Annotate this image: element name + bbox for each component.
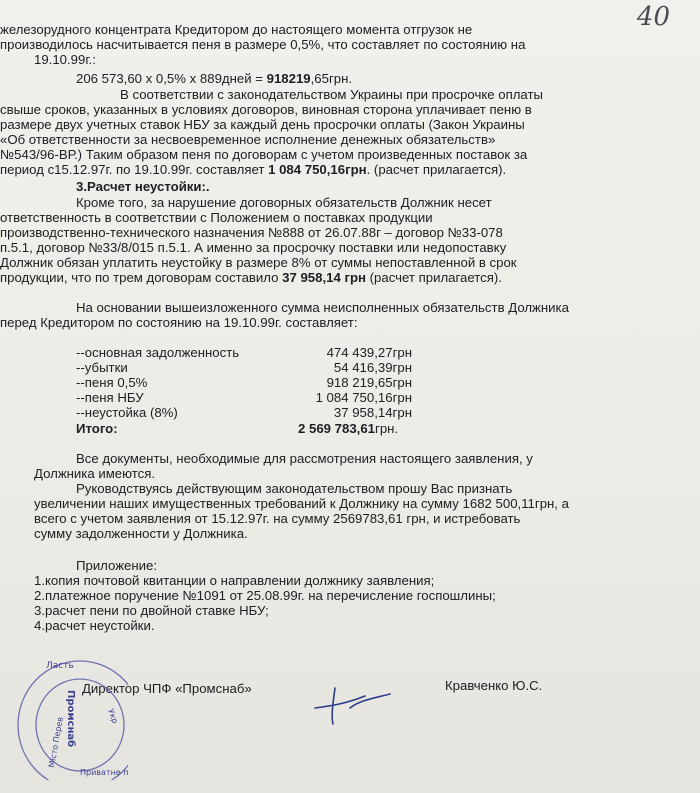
text-line: размере двух учетных ставок НБУ за каждый день просрочки оплаты (Закон Украины: [0, 117, 525, 132]
stamp-text: Укр: [106, 707, 120, 725]
penalty-amount: 37 958,14 грн: [282, 270, 366, 285]
text-line: Руководствуясь действующим законодательством прошу Вас признать: [76, 481, 513, 496]
period-amount: 1 084 750,16грн: [268, 162, 367, 177]
text-line: производилось насчитывается пеня в размере 0,5%, что составляет по состоянию на: [0, 37, 526, 52]
appendix-item: 4.расчет неустойки.: [34, 618, 155, 633]
calc-result: 918219: [266, 71, 311, 86]
penalty-line: [0, 270, 502, 285]
penalty-suffix: (расчет прилагается).: [365, 270, 502, 285]
text-line: В соответствии с законодательством Украины при просрочке оплаты: [120, 87, 543, 102]
summary-label: --пеня 0,5%: [76, 375, 148, 390]
text-line: п.5.1, договор №33/8/015 п.5.1. А именно за просрочку поставки или недопоставку: [0, 240, 507, 255]
period-prefix: период с15.12.97г. по 19.10.99г. составляет: [0, 162, 269, 177]
total-label: Итого:: [76, 421, 118, 436]
appendix-item: 1.копия почтовой квитанции о направлении должнику заявления;: [34, 573, 435, 588]
total-value: 2 569 783,61: [298, 421, 376, 436]
stamp-text: Приватне п: [80, 768, 128, 777]
text-line: свыше сроков, указанных в условиях договоров, виновная сторона уплачивает пеню в: [0, 102, 532, 117]
appendix-title: Приложение:: [76, 558, 158, 573]
text-line: На основании вышеизложенного сумма неисполненных обязательств Должника: [76, 300, 569, 315]
appendix-item: 3.расчет пени по двойной ставке НБУ;: [34, 603, 269, 618]
page-number: 40: [636, 2, 670, 32]
signatory-title: Директор ЧПФ «Промснаб»: [82, 681, 252, 696]
company-stamp: [8, 650, 128, 780]
summary-value: 37 958,14грн: [333, 405, 412, 420]
text-line: 19.10.99г.:: [34, 52, 96, 67]
period-line: [0, 162, 506, 177]
period-suffix: . (расчет прилагается).: [366, 162, 507, 177]
total-unit: грн.: [375, 421, 399, 436]
summary-label: --убытки: [76, 360, 128, 375]
stamp-text: Промснаб: [65, 690, 76, 748]
section-heading: 3.Расчет неустойки:.: [76, 179, 210, 194]
summary-value: 474 439,27грн: [326, 345, 412, 360]
signatory-name: Кравченко Ю.С.: [445, 678, 543, 693]
calc-line: [76, 71, 352, 86]
text-line: увеличении наших имущественных требований к Должнику на сумму 1682 500,11грн, а: [34, 496, 569, 511]
text-line: всего с учетом заявления от 15.12.97г. на сумму 2569783,61 грн, и истребовать: [34, 511, 521, 526]
summary-value: 1 084 750,16грн: [315, 390, 412, 405]
text-line: ответственность в соответствии с Положением о поставках продукции: [0, 210, 433, 225]
appendix-item: 2.платежное поручение №1091 от 25.08.99г. на перечисление госпошлины;: [34, 588, 496, 603]
summary-label: --основная задолженность: [76, 345, 240, 360]
text-line: производственно-технического назначения №888 от 26.07.88г – договор №33-078: [0, 225, 503, 240]
calc-suffix: ,65грн.: [310, 71, 353, 86]
stamp-text: Ласть: [46, 661, 74, 671]
text-line: №543/96-ВР.) Таким образом пеня по договорам с учетом произведенных поставок за: [0, 147, 528, 162]
text-line: Должник обязан уплатить неустойку в размере 8% от суммы непоставленной в срок: [0, 255, 517, 270]
summary-value: 54 416,39грн: [333, 360, 412, 375]
text-line: «Об ответственности за несвоевременное исполнение денежных обязательств»: [0, 132, 496, 147]
stamp-text: Місто Перев: [47, 716, 65, 769]
text-line: перед Кредитором по состоянию на 19.10.99г. составляет:: [0, 315, 358, 330]
text-line: сумму задолженности у Должника.: [34, 526, 248, 541]
text-line: Должника имеются.: [34, 466, 156, 481]
summary-label: --неустойка (8%): [76, 405, 178, 420]
text-line: железорудного концентрата Кредитором до настоящего момента отгрузок не: [0, 22, 473, 37]
summary-value: 918 219,65грн: [326, 375, 412, 390]
summary-label: --пеня НБУ: [76, 390, 144, 405]
penalty-prefix: продукции, что по трем договорам составило: [0, 270, 283, 285]
signature: [305, 678, 395, 728]
total-row: [298, 421, 398, 436]
calc-formula: 206 573,60 х 0,5% х 889дней =: [76, 71, 267, 86]
text-line: Кроме того, за нарушение договорных обязательств Должник несет: [76, 195, 492, 210]
text-line: Все документы, необходимые для рассмотрения настоящего заявления, у: [76, 451, 533, 466]
